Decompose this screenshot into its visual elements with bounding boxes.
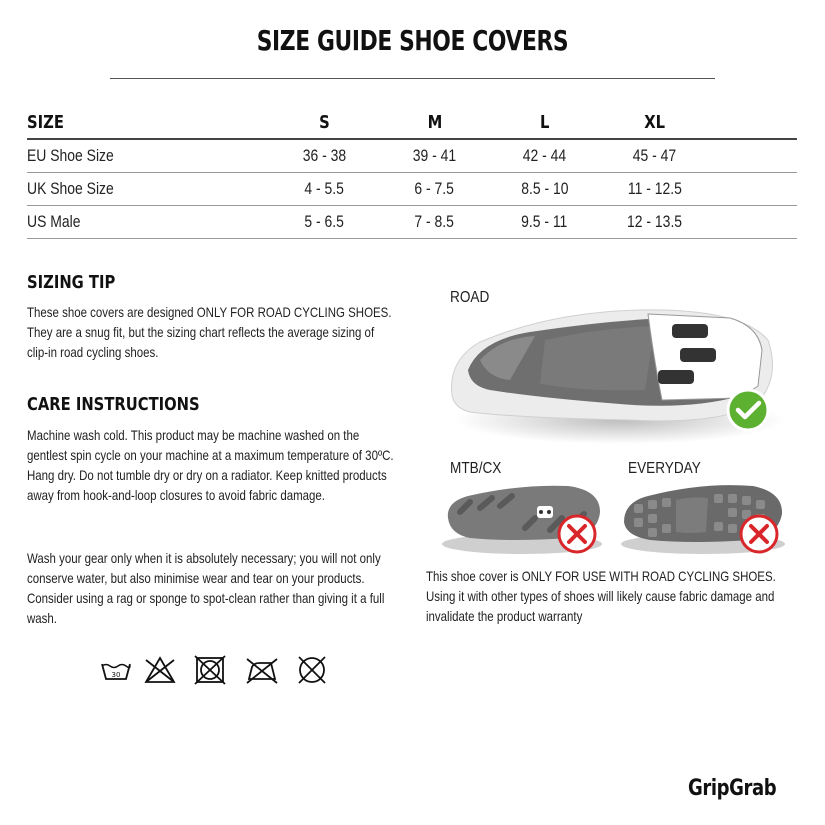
- everyday-status-cross-icon: [741, 516, 777, 552]
- table-cell: [707, 139, 797, 173]
- care-instructions-text-2: Wash your gear only when it is absolutely necessary; you will not only conserve water, but also minimise wear and tear on your products. Consider using a rag or sponge to spot-clean rather than giving it a full wash.: [27, 550, 385, 626]
- table-cell: UK Shoe Size: [27, 173, 267, 206]
- table-header-cell: M: [382, 106, 487, 139]
- mtb-status-cross-icon: [559, 516, 595, 552]
- table-header-cell: SIZE: [27, 106, 267, 139]
- wash-30-icon: [102, 664, 130, 679]
- road-label: ROAD: [450, 289, 490, 306]
- road-status-check-icon: [728, 390, 768, 430]
- brand-logo: GripGrab: [688, 776, 777, 801]
- table-cell: 45 - 47: [602, 139, 707, 173]
- table-header-cell: [707, 106, 797, 139]
- no-tumble-dry-icon: [195, 656, 225, 684]
- table-cell: 11 - 12.5: [602, 173, 707, 206]
- table-cell: [707, 206, 797, 239]
- table-cell: 42 - 44: [487, 139, 602, 173]
- road-shoe-image: [440, 300, 785, 460]
- table-row: [27, 206, 797, 239]
- table-cell: 5 - 6.5: [267, 206, 382, 239]
- table-cell: 6 - 7.5: [382, 173, 487, 206]
- table-cell: 36 - 38: [267, 139, 382, 173]
- no-iron-icon: [247, 659, 277, 683]
- table-cell: 39 - 41: [382, 139, 487, 173]
- table-cell: 12 - 13.5: [602, 206, 707, 239]
- title-divider: [110, 78, 715, 79]
- care-icons: [100, 655, 335, 685]
- table-cell: 8.5 - 10: [487, 173, 602, 206]
- sizing-tip-heading: SIZING TIP: [27, 272, 116, 293]
- mtb-shoe-image: [440, 472, 605, 562]
- table-header-cell: S: [267, 106, 382, 139]
- everyday-label: EVERYDAY: [628, 460, 701, 477]
- size-table: [27, 106, 797, 239]
- page-title: SIZE GUIDE SHOE COVERS: [256, 24, 569, 57]
- mtb-label: MTB/CX: [450, 460, 502, 477]
- table-cell: 9.5 - 11: [487, 206, 602, 239]
- care-instructions-heading: CARE INSTRUCTIONS: [27, 394, 200, 415]
- table-cell: 4 - 5.5: [267, 173, 382, 206]
- table-row: [27, 139, 797, 173]
- sizing-tip-text: These shoe covers are designed ONLY FOR ROAD CYCLING SHOES. They are a snug fit, but the sizing chart reflects the average sizing of clip-in road cycling shoes.: [27, 304, 392, 360]
- table-header-cell: L: [487, 106, 602, 139]
- table-row: [27, 173, 797, 206]
- table-cell: US Male: [27, 206, 267, 239]
- table-header-row: [27, 106, 797, 139]
- table-cell: EU Shoe Size: [27, 139, 267, 173]
- table-header-cell: XL: [602, 106, 707, 139]
- no-bleach-icon: [146, 658, 174, 682]
- wash-temp-label: 30: [111, 671, 121, 679]
- table-cell: 7 - 8.5: [382, 206, 487, 239]
- care-instructions-text: Machine wash cold. This product may be machine washed on the gentlest spin cycle on your machine at a maximum temperature of 30ºC. Hang dry. Do not tumble dry or dry on a radiator. Keep knitted products away from hook-and-loop closures to avoid fabric damage.: [27, 427, 394, 503]
- everyday-shoe-image: [618, 472, 788, 562]
- warning-text: This shoe cover is ONLY FOR USE WITH ROAD CYCLING SHOES. Using it with other types of shoes will likely cause fabric damage and invalidate the product warranty: [426, 568, 776, 624]
- table-cell: [707, 173, 797, 206]
- no-dry-clean-icon: [299, 657, 325, 683]
